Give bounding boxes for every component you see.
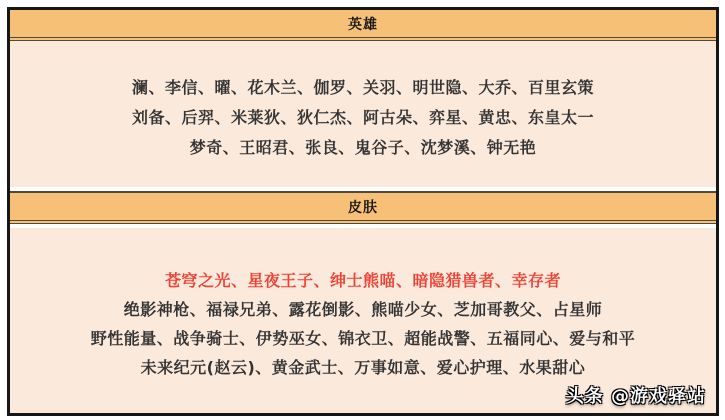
heroes-section-header [10,10,716,41]
hero-names-line-2: 刘备、后羿、米莱狄、狄仁杰、阿古朵、弈星、黄忠、东皇太一 [131,108,594,127]
watermark [566,382,706,408]
hero-names-line-3: 梦奇、王昭君、张良、鬼谷子、沈梦溪、钟无艳 [189,138,537,157]
heroes-list [10,41,716,187]
hero-names-line-1: 澜、李信、曜、花木兰、伽罗、关羽、明世隐、大乔、百里玄策 [131,78,594,97]
skins-section-header [10,191,716,224]
skin-names-highlight-line: 苍穹之光、星夜王子、绅士熊喵、暗隐猎兽者、幸存者 [164,271,561,290]
skins-header-label: 皮肤 [348,200,378,216]
watermark-text: 头条 @游戏驿站 [565,386,706,407]
hero-skin-table [7,7,719,416]
skin-names-line-3: 未来纪元(赵云)、黄金武士、万事如意、爱心护理、水果甜心 [140,358,586,377]
heroes-header-label: 英雄 [348,17,378,33]
skin-names-line-2: 野性能量、战争骑士、伊势巫女、锦衣卫、超能战警、五福同心、爱与和平 [90,329,636,348]
skin-names-line-1: 绝影神枪、福禄兄弟、露花倒影、熊喵少女、芝加哥教父、占星师 [123,300,603,319]
